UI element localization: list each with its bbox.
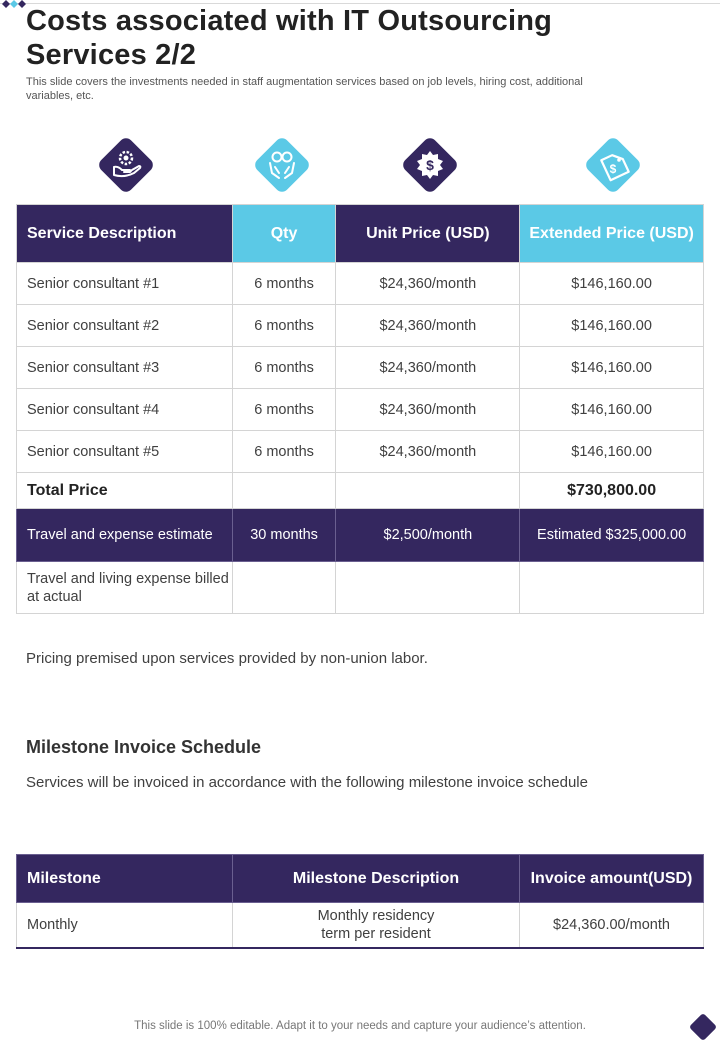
header-extended-price: Extended Price (USD) bbox=[520, 205, 704, 263]
cell-extended-price: $146,160.00 bbox=[520, 263, 704, 305]
milestone-description: Services will be invoiced in accordance with the following milestone invoice schedule bbox=[26, 774, 588, 791]
travel-description: Travel and expense estimate bbox=[17, 509, 233, 562]
table-row bbox=[17, 431, 704, 473]
cell-unit-price: $24,360/month bbox=[336, 431, 520, 473]
svg-text:$: $ bbox=[426, 157, 434, 173]
pricing-note: Pricing premised upon services provided by non-union labor. bbox=[26, 650, 428, 667]
table-row bbox=[17, 903, 704, 948]
empty-cell bbox=[232, 562, 336, 614]
header-milestone-description: Milestone Description bbox=[233, 855, 520, 903]
cell-extended-price: $146,160.00 bbox=[520, 347, 704, 389]
cell-qty: 6 months bbox=[232, 263, 336, 305]
empty-cell bbox=[336, 473, 520, 509]
cell-extended-price: $146,160.00 bbox=[520, 431, 704, 473]
travel-unit-price: $2,500/month bbox=[336, 509, 520, 562]
coins-hands-icon bbox=[250, 133, 314, 197]
cost-table bbox=[16, 204, 704, 614]
header-qty: Qty bbox=[232, 205, 336, 263]
milestone-heading: Milestone Invoice Schedule bbox=[26, 737, 262, 757]
empty-cell bbox=[232, 473, 336, 509]
cell-qty: 6 months bbox=[232, 389, 336, 431]
living-description: Travel and living expense billed at actual bbox=[17, 562, 233, 614]
cost-table-header-row bbox=[17, 205, 704, 263]
cell-milestone: Monthly bbox=[17, 903, 233, 948]
table-row bbox=[17, 347, 704, 389]
total-price-label: Total Price bbox=[17, 473, 233, 509]
living-expense-row bbox=[17, 562, 704, 614]
header-invoice-amount: Invoice amount(USD) bbox=[520, 855, 704, 903]
travel-qty: 30 months bbox=[232, 509, 336, 562]
cell-unit-price: $24,360/month bbox=[336, 305, 520, 347]
price-tag-icon bbox=[581, 133, 645, 197]
milestone-table bbox=[16, 854, 704, 949]
cell-extended-price: $146,160.00 bbox=[520, 305, 704, 347]
page-title: Costs associated with IT Outsourcing Services 2/2 bbox=[26, 5, 553, 71]
cell-invoice-amount: $24,360.00/month bbox=[520, 903, 704, 948]
table-row bbox=[17, 389, 704, 431]
cell-milestone-description: Monthly residency term per resident bbox=[233, 903, 520, 948]
milestone-table-header-row bbox=[17, 855, 704, 903]
cell-qty: 6 months bbox=[232, 305, 336, 347]
header-service-description: Service Description bbox=[17, 205, 233, 263]
total-price-row bbox=[17, 473, 704, 509]
cell-description: Senior consultant #3 bbox=[17, 347, 233, 389]
cell-description: Senior consultant #2 bbox=[17, 305, 233, 347]
table-row bbox=[17, 305, 704, 347]
cell-description: Senior consultant #5 bbox=[17, 431, 233, 473]
cell-description: Senior consultant #1 bbox=[17, 263, 233, 305]
cell-description: Senior consultant #4 bbox=[17, 389, 233, 431]
header-milestone: Milestone bbox=[17, 855, 233, 903]
cell-unit-price: $24,360/month bbox=[336, 347, 520, 389]
travel-extended-price: Estimated $325,000.00 bbox=[520, 509, 704, 562]
corner-diamond-decoration bbox=[2, 0, 26, 8]
gear-hand-icon bbox=[94, 133, 158, 197]
cell-unit-price: $24,360/month bbox=[336, 263, 520, 305]
empty-cell bbox=[520, 562, 704, 614]
cell-qty: 6 months bbox=[232, 431, 336, 473]
total-price-value: $730,800.00 bbox=[520, 473, 704, 509]
travel-expense-row bbox=[17, 509, 704, 562]
empty-cell bbox=[336, 562, 520, 614]
cell-unit-price: $24,360/month bbox=[336, 389, 520, 431]
cell-extended-price: $146,160.00 bbox=[520, 389, 704, 431]
footer-diamond-logo bbox=[688, 1012, 718, 1040]
table-row bbox=[17, 263, 704, 305]
header-unit-price: Unit Price (USD) bbox=[336, 205, 520, 263]
dollar-badge-icon bbox=[398, 133, 462, 197]
svg-text:$: $ bbox=[609, 162, 617, 176]
page-subtitle: This slide covers the investments needed in staff augmentation services based on job levels, hiring cost, additional variables, etc. bbox=[26, 76, 583, 102]
footer-note: This slide is 100% editable. Adapt it to your needs and capture your audience’s attention. bbox=[134, 1020, 586, 1032]
cell-qty: 6 months bbox=[232, 347, 336, 389]
